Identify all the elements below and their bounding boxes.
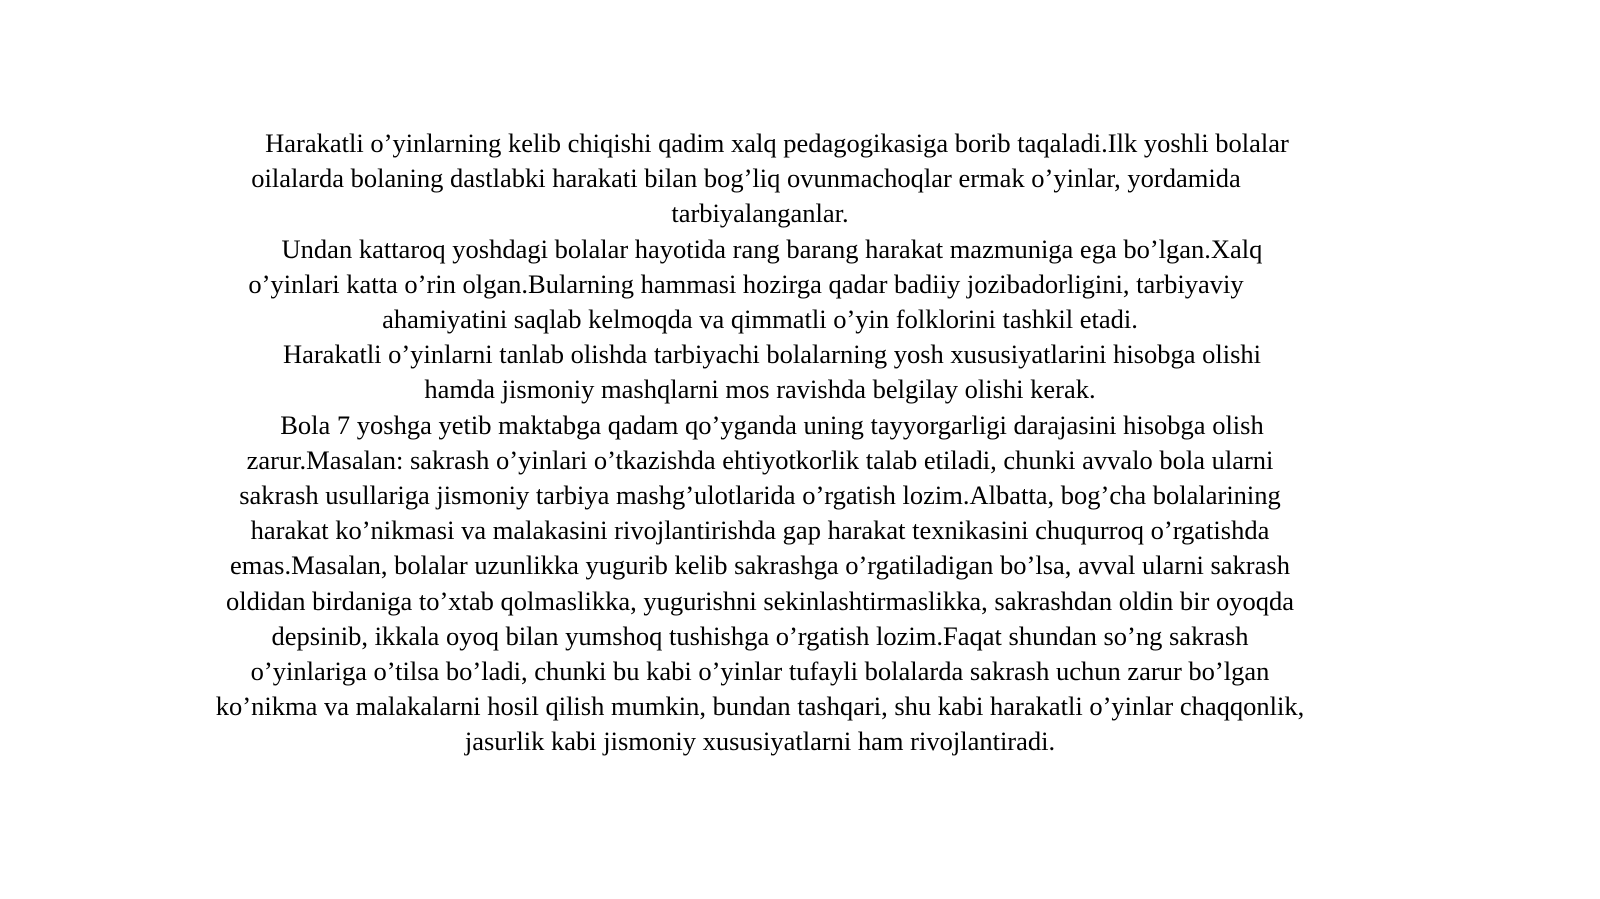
body-text: [100, 126, 1420, 760]
text-line: depsinib, ikkala oyoq bilan yumshoq tushishga o’rgatish lozim.Faqat shundan so’ng sakrash: [271, 620, 1249, 651]
text-line: harakat ko’nikmasi va malakasini rivojlantirishda gap harakat texnikasini chuqurroq o’rgatishda: [250, 515, 1270, 546]
text-line: oilalarda bolaning dastlabki harakati bilan bog’liq ovunmachoqlar ermak o’yinlar, yordamida: [251, 163, 1241, 194]
text-line: Harakatli o’yinlarni tanlab olishda tarbiyachi bolalarning yosh xususiyatlarini hisobga olishi: [282, 339, 1262, 370]
text-line: Undan kattaroq yoshdagi bolalar hayotida rang barang harakat mazmuniga ega bo’lgan.Xalq: [281, 233, 1263, 264]
text-line: tarbiyalanganlar.: [671, 198, 849, 229]
text-line: o’yinlari katta o’rin olgan.Bularning hammasi hozirga qadar badiiy jozibadorligini, tarbiyaviy: [248, 268, 1244, 299]
text-line: hamda jismoniy mashqlarni mos ravishda belgilay olishi kerak.: [424, 374, 1096, 405]
text-line: ahamiyatini saqlab kelmoqda va qimmatli o’yin folklorini tashkil etadi.: [382, 304, 1138, 335]
text-line: oldidan birdaniga to’xtab qolmaslikka, yugurishni sekinlashtirmaslikka, sakrashdan oldin bir oyoqda: [226, 585, 1294, 616]
text-line: Bola 7 yoshga yetib maktabga qadam qo’yganda uning tayyorgarligi darajasini hisobga olish: [280, 409, 1264, 440]
text-line: ko’nikma va malakalarni hosil qilish mumkin, bundan tashqari, shu kabi harakatli o’yinlar chaqqonlik,: [215, 691, 1305, 722]
text-line: jasurlik kabi jismoniy xususiyatlarni ham rivojlantiradi.: [464, 726, 1056, 757]
text-line: zarur.Masalan: sakrash o’yinlari o’tkazishda ehtiyotkorlik talab etiladi, chunki avvalo bola ularni: [246, 444, 1274, 475]
text-line: Harakatli o’yinlarning kelib chiqishi qadim xalq pedagogikasiga borib taqaladi.Ilk yoshli bolalar: [265, 128, 1289, 158]
text-line: emas.Masalan, bolalar uzunlikka yugurib kelib sakrashga o’rgatiladigan bo’lsa, avval ularni sakrash: [230, 550, 1290, 581]
text-line: o’yinlariga o’tilsa bo’ladi, chunki bu kabi o’yinlar tufayli bolalarda sakrash uchun zarur bo’lgan: [250, 656, 1270, 687]
text-line: sakrash usullariga jismoniy tarbiya mashg’ulotlarida o’rgatish lozim.Albatta, bog’cha bolalarining: [239, 480, 1281, 511]
